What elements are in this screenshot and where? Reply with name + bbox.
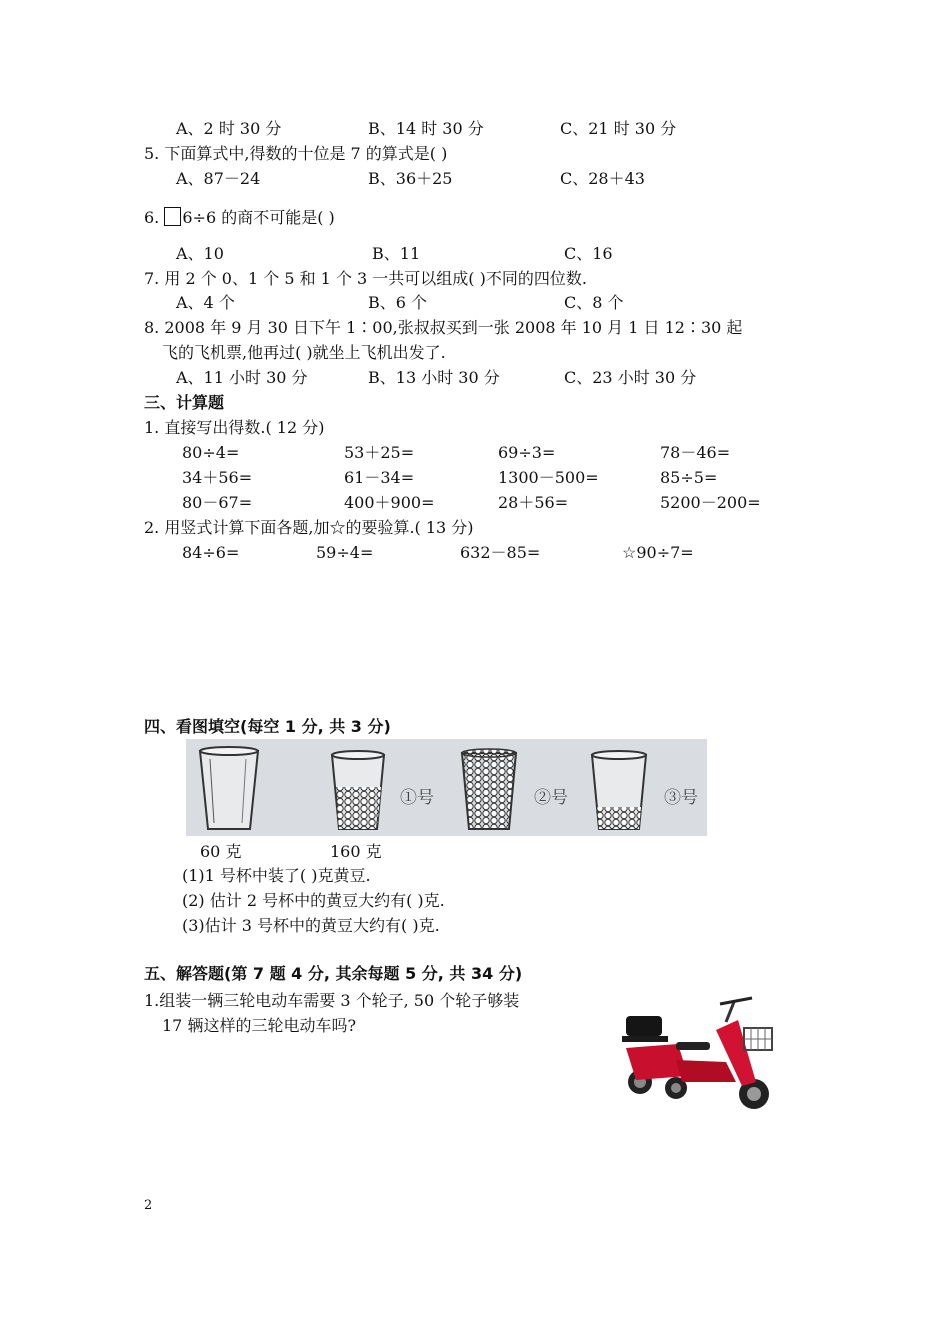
calc-r3-c1: 80－67= [182, 493, 253, 512]
q6-option-a: A、10 [176, 244, 224, 263]
cup-few-beans-icon [588, 749, 650, 833]
q8-option-a: A、11 小时 30 分 [176, 368, 308, 387]
q6-option-b: B、11 [372, 244, 421, 263]
q4-option-a: A、2 时 30 分 [176, 119, 282, 138]
q8-line1: 8. 2008 年 9 月 30 日下午 1∶00,张叔叔买到一张 2008 年 10 月 1 日 12∶30 起 [144, 318, 743, 337]
calc-r2-c3: 1300－500= [498, 468, 599, 487]
weight-cup-1: 160 克 [330, 842, 382, 861]
section4-title: 四、看图填空(每空 1 分, 共 3 分) [144, 717, 391, 736]
weight-empty-cup: 60 克 [200, 842, 242, 861]
q5-option-c: C、28＋43 [560, 169, 645, 188]
q6-number: 6. [144, 208, 160, 227]
section4-q3: (3)估计 3 号杯中的黄豆大约有( )克. [182, 916, 440, 935]
calc-r2-c4: 85÷5= [660, 468, 718, 487]
section3-title: 三、计算题 [144, 393, 225, 412]
section5-q1-line2: 17 辆这样的三轮电动车吗? [162, 1016, 357, 1035]
q8-option-c: C、23 小时 30 分 [564, 368, 697, 387]
blank-box [164, 207, 181, 226]
q4-option-b: B、14 时 30 分 [368, 119, 484, 138]
section3-q1-title: 1. 直接写出得数.( 12 分) [144, 418, 325, 437]
cup-60g-icon [328, 749, 388, 833]
electric-tricycle-image [616, 990, 776, 1120]
q5-option-a: A、87－24 [176, 169, 261, 188]
section4-q1: (1)1 号杯中装了( )克黄豆. [182, 866, 371, 885]
cup-label-1: ①号 [400, 788, 434, 808]
cups-figure [186, 739, 707, 836]
q5-option-b: B、36＋25 [368, 169, 453, 188]
q7-option-a: A、4 个 [176, 293, 235, 312]
vertical-calc-3: 632－85= [460, 543, 541, 562]
vertical-calc-1: 84÷6= [182, 543, 240, 562]
calc-r2-c1: 34＋56= [182, 468, 253, 487]
section3-q2-title: 2. 用竖式计算下面各题,加☆的要验算.( 13 分) [144, 518, 474, 537]
calc-r1-c1: 80÷4= [182, 443, 240, 462]
cup-label-2: ②号 [534, 788, 568, 808]
section5-q1-line1: 1.组装一辆三轮电动车需要 3 个轮子, 50 个轮子够装 [144, 991, 520, 1010]
calc-r3-c4: 5200－200= [660, 493, 761, 512]
q5-stem: 5. 下面算式中,得数的十位是 7 的算式是( ) [144, 144, 448, 163]
vertical-calc-4: ☆90÷7= [622, 543, 694, 562]
section5-title: 五、解答题(第 7 题 4 分, 其余每题 5 分, 共 34 分) [144, 964, 523, 983]
q8-option-b: B、13 小时 30 分 [368, 368, 500, 387]
q8-line2: 飞的飞机票,他再过( )就坐上飞机出发了. [162, 343, 446, 362]
q7-stem: 7. 用 2 个 0、1 个 5 和 1 个 3 一共可以组成( )不同的四位数. [144, 269, 587, 288]
vertical-calc-2: 59÷4= [316, 543, 374, 562]
q7-option-c: C、8 个 [564, 293, 624, 312]
q6-stem-line [144, 207, 335, 229]
calc-r1-c4: 78－46= [660, 443, 731, 462]
calc-r3-c2: 400＋900= [344, 493, 435, 512]
calc-r1-c2: 53＋25= [344, 443, 415, 462]
calc-r1-c3: 69÷3= [498, 443, 556, 462]
q7-option-b: B、6 个 [368, 293, 428, 312]
q6-option-c: C、16 [564, 244, 613, 263]
section4-q2: (2) 估计 2 号杯中的黄豆大约有( )克. [182, 891, 445, 910]
q6-stem: 6÷6 的商不可能是( ) [182, 208, 335, 227]
cup-full-icon [458, 747, 520, 833]
q4-option-c: C、21 时 30 分 [560, 119, 677, 138]
calc-r3-c3: 28＋56= [498, 493, 569, 512]
cup-label-3: ③号 [664, 788, 698, 808]
calc-r2-c2: 61－34= [344, 468, 415, 487]
empty-cup-icon [196, 745, 262, 833]
page-number: 2 [144, 1198, 153, 1213]
